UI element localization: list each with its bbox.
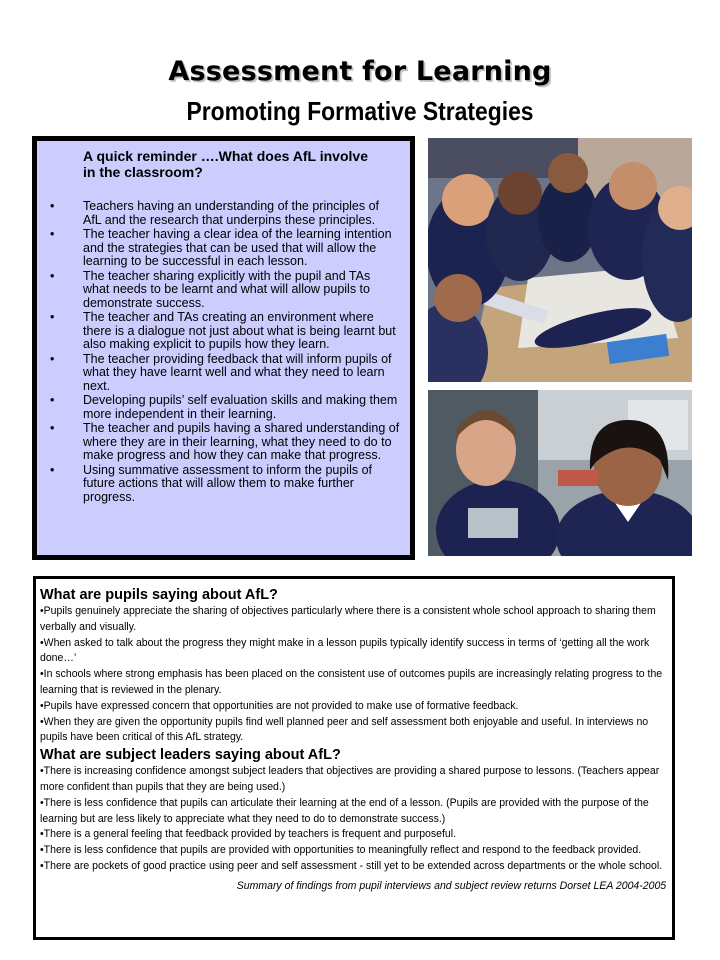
page-title: Assessment for Learning: [168, 56, 552, 87]
list-item: •Pupils have expressed concern that opportunities are not provided to make use of formative feedback.: [40, 699, 519, 712]
pupils-discussion-photo: [428, 390, 692, 556]
list-item: • The teacher providing feedback that will inform pupils of what they have learnt well and what they need to learn next.: [50, 351, 392, 393]
list-item: •When asked to talk about the progress they might make in a lesson pupils typically identify success in terms of ‘getting all the work done…’: [40, 636, 650, 665]
list-item: • The teacher sharing explicitly with the pupil and TAs what needs to be learnt and what will allow pupils to demonstrate success.: [50, 268, 371, 310]
page-subtitle: Promoting Formative Strategies: [186, 96, 534, 126]
leaders-section-heading: What are subject leaders saying about AfL?: [40, 747, 341, 764]
findings-summary-box: [33, 576, 675, 940]
list-item: •There is increasing confidence amongst subject leaders that objectives are providing a shared purpose to lessons. (Teachers appear more confident than pupils that they are being used.): [40, 765, 660, 793]
list-item: •There is less confidence that pupils are provided with opportunities to meaningfully reflect and respond to the feedback provided.: [40, 844, 642, 857]
list-item: • Using summative assessment to inform the pupils of future actions that will allow them to make further progress.: [50, 462, 373, 504]
list-item: • The teacher and pupils having a shared understanding of where they are in their learning, what they need to do to make progress and how they can make that progress.: [50, 421, 400, 462]
list-item: • The teacher and TAs creating an environment where there is a dialogue not just about what is being learnt but also making explicit to pupils how they learn.: [50, 310, 396, 351]
list-item: • The teacher having a clear idea of the learning intention and the strategies that can be used that will allow the learning to be successful in each lesson.: [50, 227, 392, 268]
afl-reminder-list: [37, 200, 410, 504]
pupils-section-heading: What are pupils saying about AfL?: [40, 587, 278, 603]
list-item: •There is less confidence that pupils can articulate their learning at the end of a lesson. (Pupils are provided with the purpose of the learning but are less likely to appreciate what they need to do to demonstrate success.): [40, 796, 649, 825]
classroom-group-photo: [428, 138, 692, 382]
afl-reminder-heading: A quick reminder ….What does AfL involve in the classroom?: [83, 148, 368, 180]
list-item: •Pupils genuinely appreciate the sharing of objectives particularly where there is a consistent whole school approach to sharing them verbally and visually.: [40, 605, 656, 633]
list-item: •In schools where strong emphasis has been placed on the consistent use of outcomes pupils are increasingly relating progress to the learning that is reviewed in the plenary.: [40, 668, 663, 696]
source-citation: Summary of findings from pupil interviews and subject review returns Dorset LEA 2004-2005: [236, 879, 667, 892]
list-item: •There is a general feeling that feedback provided by teachers is frequent and purposeful.: [40, 828, 457, 841]
list-item: •There are pockets of good practice using peer and self assessment - still yet to be extended across departments or the whole school.: [40, 859, 663, 872]
list-item: • Developing pupils’ self evaluation skills and making them more independent in their learning.: [50, 393, 398, 421]
list-item: • Teachers having an understanding of the principles of AfL and the research that underpins these principles.: [50, 199, 380, 227]
list-item: •When they are given the opportunity pupils find well planned peer and self assessment both enjoyable and useful. In interviews no pupils have been critical of this AfL strategy.: [40, 715, 649, 744]
afl-reminder-box: [32, 136, 415, 560]
